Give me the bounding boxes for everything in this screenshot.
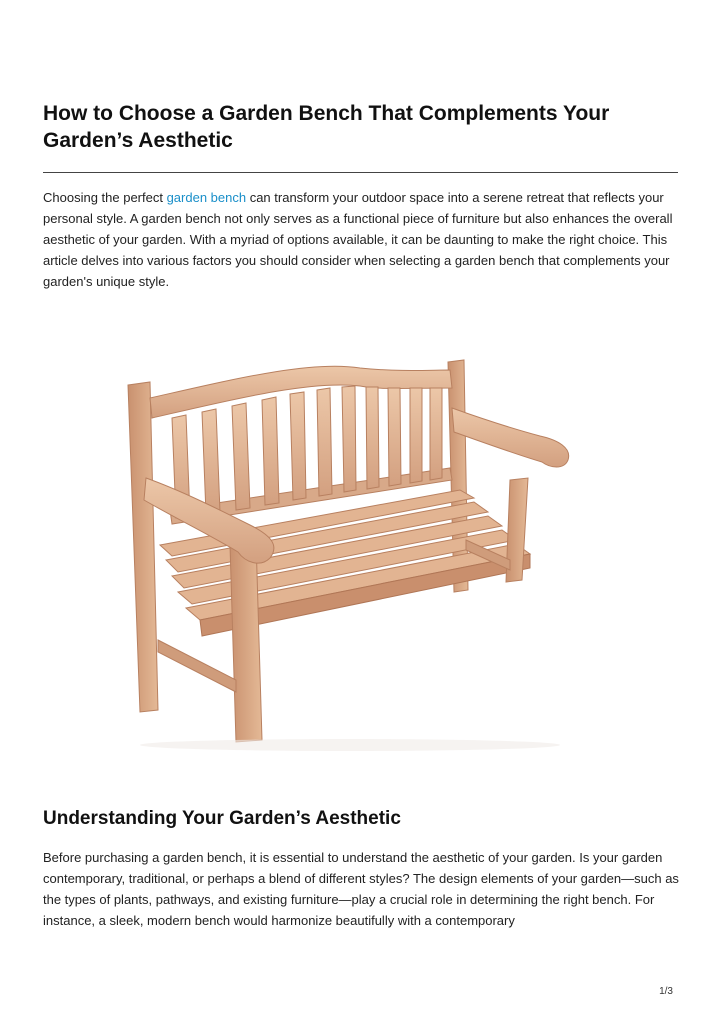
intro-text-before-link: Choosing the perfect bbox=[43, 190, 167, 205]
garden-bench-link[interactable]: garden bench bbox=[166, 190, 247, 205]
garden-bench-image bbox=[110, 340, 590, 760]
article-title: How to Choose a Garden Bench That Complements Your Garden’s Aesthetic bbox=[43, 102, 610, 152]
title-divider bbox=[43, 172, 678, 173]
intro-paragraph bbox=[43, 187, 679, 292]
section-paragraph: Before purchasing a garden bench, it is essential to understand the aesthetic of your garden. Is your garden contemporary, traditional, or perhaps a blend of different styles? The design elements of your garden—such as the types of plants, pathways, and existing furniture—play a crucial role in determining the right bench. For instance, a sleek, modern bench would harmonize beautifully with a contemporary bbox=[43, 850, 679, 928]
intro-text-after-link: can transform your outdoor space into a serene retreat that reflects your personal style. A garden bench not only serves as a functional piece of furniture but also enhances the overall aesthetic of your garden. With a myriad of options available, it can be daunting to make the right choice. This article delves into various factors you should consider when selecting a garden bench that complements your garden's unique style. bbox=[43, 190, 673, 289]
section-heading: Understanding Your Garden’s Aesthetic bbox=[43, 808, 401, 829]
page-number: 1/3 bbox=[659, 986, 673, 997]
